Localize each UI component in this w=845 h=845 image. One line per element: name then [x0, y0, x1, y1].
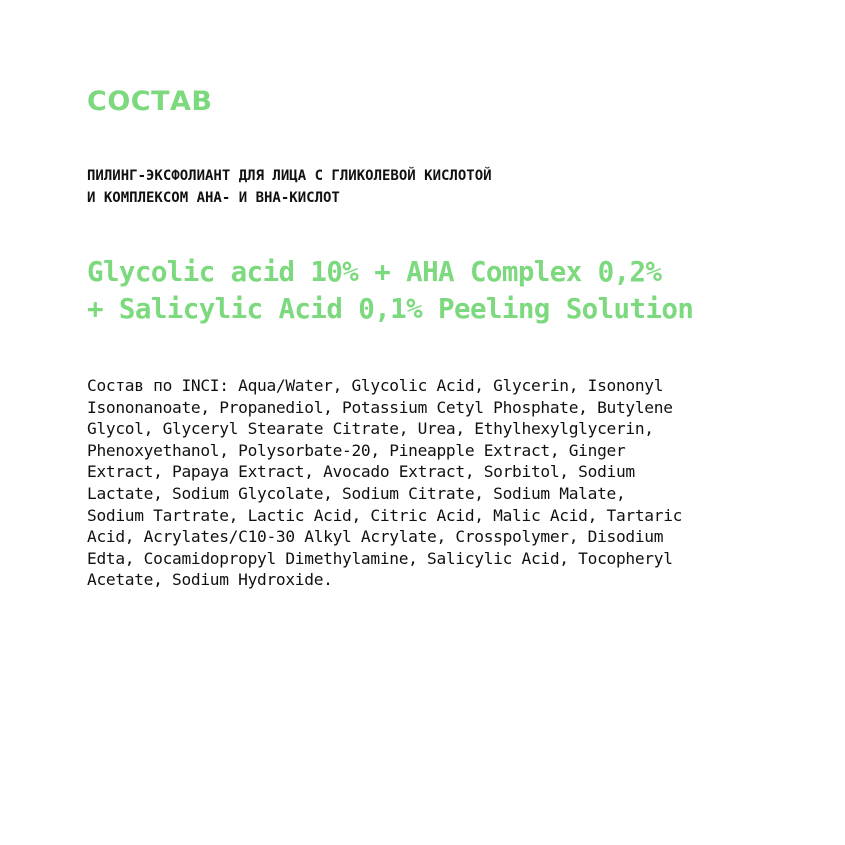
product-description-line-1: ПИЛИНГ-ЭКСФОЛИАНТ ДЛЯ ЛИЦА С ГЛИКОЛЕВОЙ КИСЛОТОЙ — [87, 168, 492, 184]
inci-line: Edta, Cocamidopropyl Dimethylamine, Salicylic Acid, Tocopheryl — [87, 548, 673, 568]
product-name-line-1: Glycolic acid 10% + AHA Complex 0,2% — [87, 256, 662, 288]
product-description-line-2: И КОМПЛЕКСОМ AHA- И BHA-КИСЛОТ — [87, 190, 340, 206]
inci-line: Состав по INCI: Aqua/Water, Glycolic Acid, Glycerin, Isononyl — [87, 376, 664, 395]
page-title: СОСТАВ — [87, 86, 213, 117]
inci-ingredients-list — [87, 375, 787, 591]
product-name-line-2: + Salicylic Acid 0,1% Peeling Solution — [87, 293, 694, 325]
inci-line: Sodium Tartrate, Lactic Acid, Citric Acid, Malic Acid, Tartaric — [87, 505, 683, 525]
inci-line: Glycol, Glyceryl Stearate Citrate, Urea, Ethylhexylglycerin, — [87, 419, 654, 439]
inci-line: Phenoxyethanol, Polysorbate-20, Pineapple Extract, Ginger — [87, 440, 626, 460]
inci-line: Lactate, Sodium Glycolate, Sodium Citrate, Sodium Malate, — [87, 483, 626, 503]
inci-line: Isononanoate, Propanediol, Potassium Cetyl Phosphate, Butylene — [87, 397, 673, 417]
inci-line: Extract, Papaya Extract, Avocado Extract, Sorbitol, Sodium — [87, 462, 635, 482]
inci-line: Acid, Acrylates/C10-30 Alkyl Acrylate, Crosspolymer, Disodium — [87, 527, 664, 547]
product-description — [87, 165, 492, 209]
inci-line: Acetate, Sodium Hydroxide. — [87, 570, 333, 590]
product-name — [87, 254, 693, 328]
